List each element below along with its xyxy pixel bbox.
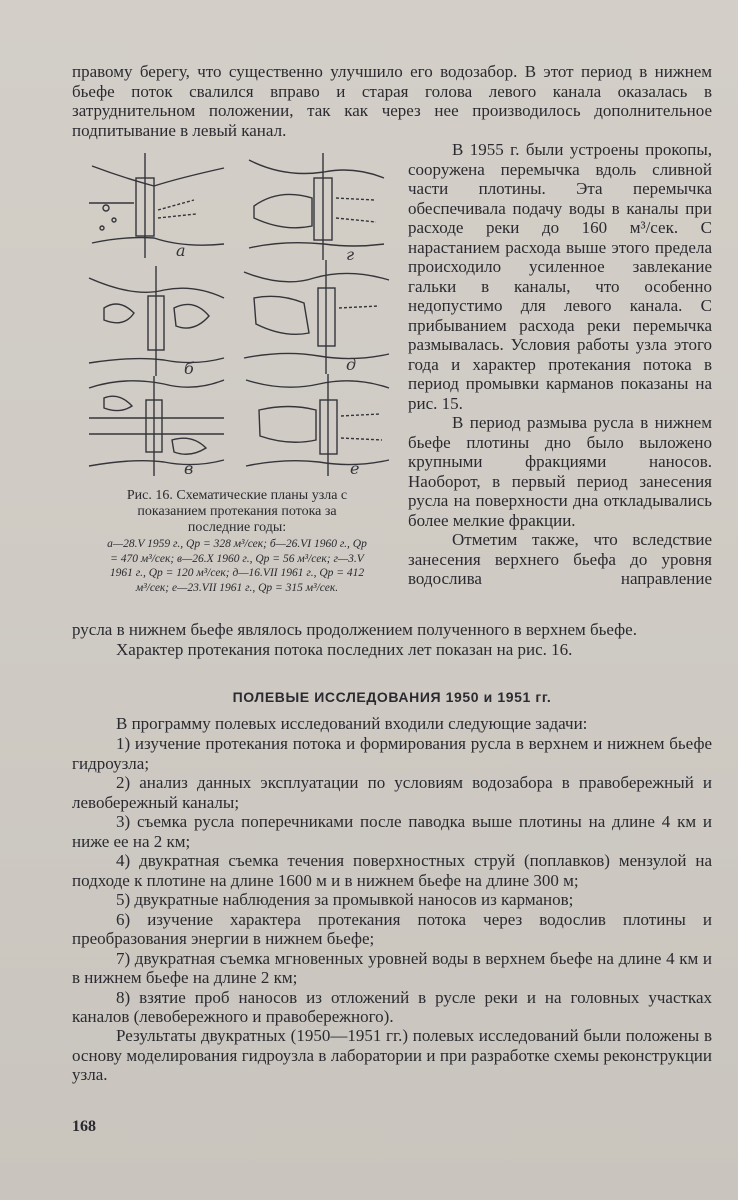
continuation-paragraph [72, 620, 712, 659]
panel-label-a: а [176, 241, 186, 260]
intro-text: В программу полевых исследований входили следующие задачи: [116, 714, 588, 733]
list-item: 4) двукратная съемка течения поверхностных струй (поплавков) мензулой на подходе к плотине на длине 1600 м и в нижнем бьефе на длине 300 м; [72, 851, 712, 890]
panel-label-e: е [350, 459, 360, 478]
panel-d [244, 260, 389, 374]
list-item: 5) двукратные наблюдения за промывкой наносов из карманов; [116, 890, 574, 909]
page-number: 168 [72, 1118, 96, 1135]
panel-e [246, 374, 389, 476]
caption-title: Рис. 16. Схематические планы узла с показанием протекания потока за последние годы: [126, 488, 348, 535]
panel-label-b: б [184, 359, 194, 378]
intro-paragraph [72, 714, 712, 734]
right-paragraph-1: В 1955 г. были устроены прокопы, сооружена перемычка вдоль сливной части плотины. Эта перемычка обеспечивала подачу воды в каналы при расходе реки до 160 м³/сек. С нарастанием расхода выше этого предела происходило усиленное завлекание гальки в каналы, что особенно недопустимо для левого канала. С прибыванием расхода реки перемычка размывалась. Условия работы узла этого года и характер протекания потока в период промывки карманов показаны на рис. 15. [408, 140, 712, 413]
right-column [408, 140, 712, 589]
continuation-text: русла в нижнем бьефе являлось продолжением полученного в верхнем бьефе. [72, 620, 637, 639]
right-paragraph-3: Отметим также, что вследствие занесения верхнего бьефа до уровня водослива направление [408, 530, 712, 588]
list-item: 2) анализ данных эксплуатации по условиям водозабора в правобережный и левобережный каналы; [72, 773, 712, 812]
panel-label-v: в [184, 459, 194, 478]
panel-label-d: д [346, 355, 357, 374]
task-list [72, 734, 712, 1027]
caption-dates: а—28.V 1959 г., Qр = 328 м³/сек; б—26.VI 1960 г., Qр = 470 м³/сек; в—26.X 1960 г., Qр = 56 м³/сек; г—3.V 1961 г., Qр = 120 м³/сек; д—16.VII 1961 г., Qр = 412 м³/сек; е—23.VII 1961 г., Qр = 315 м³/сек. [107, 538, 367, 594]
list-item: 6) изучение характера протекания потока через водослив плотины и преобразования энергии в нижнем бьефе; [72, 909, 712, 948]
top-paragraph-text: правому берегу, что существенно улучшило его водозабор. В этот период в нижнем бьефе поток свалился вправо и старая голова левого канала оказалась в затруднительном положении, так как через нее производилось дополнительное подпитывание в левый канал. [72, 62, 712, 140]
right-paragraph-2: В период размыва русла в нижнем бьефе плотины дно было выложено крупными фракциями наносов. Наоборот, в первый период занесения русла на поверхности дна откладывались более мелкие фракции. [408, 413, 712, 530]
list-item: 8) взятие проб наносов из отложений в русле реки и на головных участках каналов (левобережного и правобережного). [72, 987, 712, 1026]
list-item: 7) двукратная съемка мгновенных уровней воды в верхнем бьефе на длине 4 км и в нижнем бьефе на длине 2 км; [72, 948, 712, 987]
list-item: 1) изучение протекания потока и формирования русла в верхнем и нижнем бьефе гидроузла; [72, 734, 712, 773]
figure-16-schematic-plans [84, 148, 394, 478]
panel-label-g: г [346, 245, 355, 264]
panel-g [249, 153, 384, 260]
panel-b [89, 266, 224, 376]
list-item: 3) съемка русла поперечниками после паводка выше плотины на длине 4 км и ниже ее на 2 км; [72, 812, 712, 851]
figure-reference: Характер протекания потока последних лет показан на рис. 16. [116, 639, 573, 659]
results-text: Результаты двукратных (1950—1951 гг.) полевых исследований были положены в основу моделирования гидроузла в лаборатории и при разработке схемы реконструкции узла. [72, 1026, 712, 1084]
top-paragraph [72, 62, 712, 140]
section-heading: ПОЛЕВЫЕ ИССЛЕДОВАНИЯ 1950 и 1951 гг. [232, 689, 552, 705]
figure-caption [106, 488, 368, 595]
panel-a [89, 153, 224, 258]
results-paragraph [72, 1026, 712, 1085]
panel-v [89, 376, 224, 476]
